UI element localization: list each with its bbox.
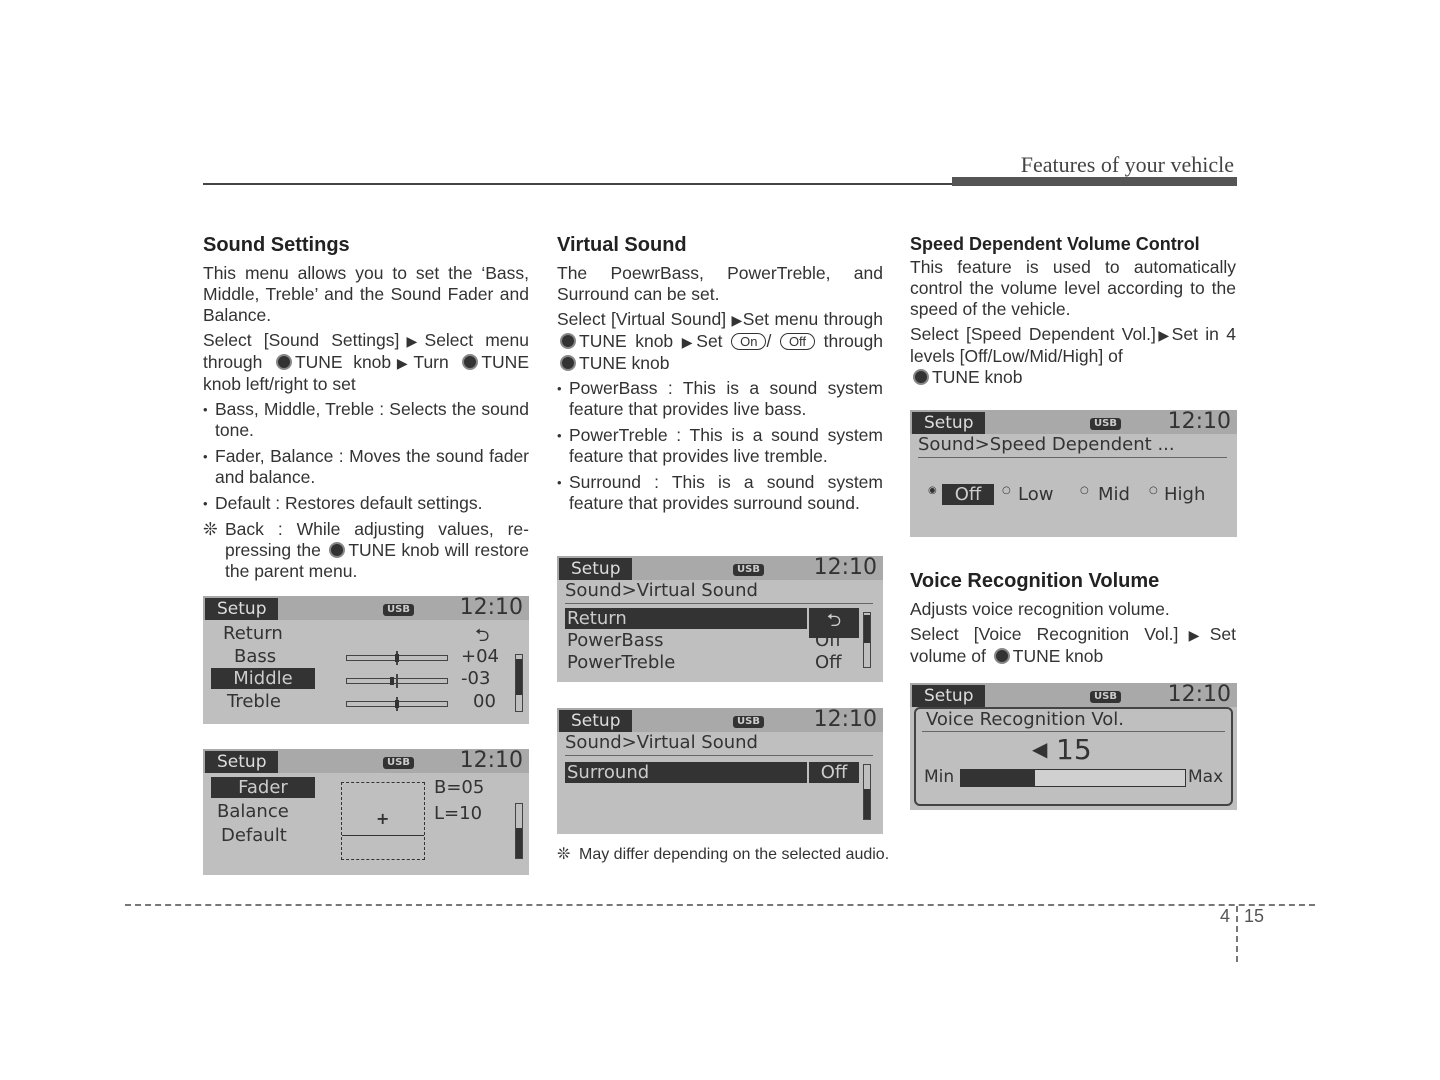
virtual-sound-title: Virtual Sound — [557, 234, 687, 256]
scrollbar — [863, 764, 871, 820]
radio-icon: ○ — [1002, 485, 1011, 496]
instruction-text: Select [Sound Settings] — [203, 330, 400, 350]
setup-label: Setup — [559, 558, 632, 580]
instruction-text: TUNE knob — [579, 353, 670, 373]
grid-line — [342, 835, 424, 836]
menu-item-surround: Surround — [565, 762, 807, 783]
usb-badge: USB — [733, 716, 764, 728]
clock: 12:10 — [1167, 683, 1231, 707]
instruction-text: Select [Virtual Sound] — [557, 309, 727, 329]
min-label: Min — [924, 767, 955, 787]
usb-badge: USB — [1090, 691, 1121, 703]
sound-settings-section — [203, 234, 529, 582]
clock: 12:10 — [813, 556, 877, 580]
page-number-divider — [1236, 906, 1238, 962]
on-button-icon: On — [731, 333, 766, 350]
return-icon: ⮌ — [809, 608, 859, 638]
clock: 12:10 — [1167, 410, 1231, 434]
screen-virtual-sound-1 — [557, 556, 883, 682]
menu-item-powerbass: PowerBass — [567, 630, 664, 651]
sound-settings-bullets — [203, 399, 529, 514]
scrollbar — [863, 612, 871, 668]
breadcrumb: Sound>Virtual Sound — [565, 732, 758, 753]
tune-knob-icon — [560, 355, 576, 371]
arrow-right-icon: ▶ — [1178, 627, 1210, 643]
bass-value: +04 — [461, 646, 499, 667]
tune-knob-icon — [276, 354, 292, 370]
virtual-sound-section — [557, 234, 883, 519]
list-item: • Surround : This is a sound system feature that provides surround sound. — [557, 472, 883, 514]
instruction-text: Select [Voice Recognition Vol.] — [910, 624, 1179, 644]
note-mark: ❊ — [557, 846, 571, 863]
footer-rule — [125, 904, 1315, 906]
balance-value: L=10 — [434, 803, 483, 824]
arrow-right-icon: ▶ — [731, 312, 743, 328]
setup-label: Setup — [912, 412, 985, 434]
setup-label: Setup — [205, 598, 278, 620]
usb-badge: USB — [733, 564, 764, 576]
menu-item-balance: Balance — [217, 801, 289, 822]
radio-icon: ○ — [1080, 485, 1089, 496]
treble-value: 00 — [473, 691, 496, 712]
voice-recognition-section — [910, 570, 1236, 671]
usb-badge: USB — [383, 604, 414, 616]
screen-voice-recognition — [910, 683, 1237, 810]
screen-fader — [203, 749, 529, 875]
speed-dependent-section — [910, 234, 1236, 392]
virtual-sound-bullets — [557, 378, 883, 514]
voice-recognition-intro: Adjusts voice recognition volume. — [910, 599, 1170, 619]
virtual-sound-note — [557, 845, 905, 865]
tune-knob-icon — [462, 354, 478, 370]
powertreble-value: Off — [815, 652, 842, 673]
page-number: 15 — [1244, 906, 1265, 926]
note-text: TUNE knob will restore the parent menu. — [225, 540, 529, 581]
volume-bar — [960, 769, 1186, 787]
speed-dependent-title: Speed Dependent Volume Control — [910, 234, 1200, 254]
sound-settings-title: Sound Settings — [203, 234, 350, 256]
breadcrumb-divider — [565, 603, 873, 604]
instruction-text: TUNE knob — [1012, 646, 1104, 666]
menu-item-middle: Middle — [211, 668, 315, 689]
list-item: • Default : Restores default settings. — [203, 493, 529, 514]
menu-item-return: Return — [223, 623, 283, 644]
back-note — [203, 519, 529, 582]
instruction-text: Set menu through — [742, 309, 883, 329]
screen-virtual-sound-2 — [557, 708, 883, 834]
arrow-right-icon: ▶ — [391, 355, 414, 371]
clock: 12:10 — [459, 596, 523, 620]
breadcrumb-divider — [918, 457, 1227, 458]
volume-bar-fill — [961, 770, 1035, 786]
option-low: Low — [1018, 484, 1054, 505]
menu-item-powertreble: PowerTreble — [567, 652, 676, 673]
voice-recognition-title: Voice Recognition Volume — [910, 570, 1160, 592]
virtual-sound-intro: The PoewrBass, PowerTreble, and Surround can be set. — [557, 263, 883, 304]
menu-item-default: Default — [221, 825, 287, 846]
menu-item-return: Return — [565, 608, 807, 629]
volume-popup — [914, 707, 1233, 806]
volume-value: 15 — [1056, 733, 1092, 766]
screen-speed-dependent — [910, 410, 1237, 537]
menu-item-treble: Treble — [227, 691, 281, 712]
breadcrumb: Sound>Virtual Sound — [565, 580, 758, 601]
option-mid: Mid — [1098, 484, 1130, 505]
list-item: • Bass, Middle, Treble : Selects the sound tone. — [203, 399, 529, 441]
instruction-text: Select menu through — [203, 330, 529, 372]
list-item: • PowerTreble : This is a sound system feature that provides live tremble. — [557, 425, 883, 467]
instruction-text: TUNE knob — [294, 352, 392, 372]
list-item: • Fader, Balance : Moves the sound fader and balance. — [203, 446, 529, 488]
instruction-text: Select [Speed Dependent Vol.] — [910, 324, 1156, 344]
popup-divider — [922, 731, 1225, 732]
sound-settings-instructions — [203, 330, 529, 395]
clock: 12:10 — [459, 749, 523, 773]
chapter-number: 4 — [1220, 906, 1231, 926]
surround-value: Off — [809, 762, 859, 783]
instruction-text: TUNE knob — [579, 331, 674, 351]
voice-recognition-instructions — [910, 624, 1236, 667]
usb-badge: USB — [383, 757, 414, 769]
header-bar — [952, 177, 1237, 186]
clock: 12:10 — [813, 708, 877, 732]
instruction-text: Turn — [413, 352, 449, 372]
middle-value: -03 — [461, 668, 491, 689]
breadcrumb-divider — [565, 755, 873, 756]
note-text: May differ depending on the selected audio. — [579, 846, 890, 863]
tune-knob-icon — [560, 333, 576, 349]
scrollbar — [515, 803, 523, 859]
radio-icon: ○ — [1149, 485, 1158, 496]
speed-dependent-instructions — [910, 324, 1236, 388]
instruction-text: TUNE knob — [932, 367, 1023, 387]
tune-knob-icon — [329, 542, 345, 558]
speaker-icon: ◀ — [1032, 737, 1048, 761]
radio-selected-icon: ◉ — [928, 485, 937, 496]
screen-eq — [203, 596, 529, 724]
return-icon: ⮌ — [475, 625, 490, 646]
arrow-right-icon: ▶ — [681, 334, 697, 350]
note-mark: ❊ — [203, 519, 218, 539]
menu-item-fader: Fader — [211, 777, 315, 798]
powerbass-value: Off — [815, 630, 842, 651]
arrow-right-icon: ▶ — [399, 333, 425, 349]
fader-value: B=05 — [434, 777, 485, 798]
off-button-icon: Off — [780, 333, 815, 350]
instruction-text: through — [823, 331, 883, 351]
instruction-text: TUNE knob left/right to set — [203, 352, 529, 394]
instruction-text: Set — [696, 331, 723, 351]
option-high: High — [1164, 484, 1206, 505]
fader-balance-grid — [341, 782, 425, 860]
tune-knob-icon — [913, 369, 929, 385]
note-text: Back : While adjusting values, re-pressing the — [225, 519, 529, 560]
menu-item-bass: Bass — [234, 646, 277, 667]
breadcrumb: Sound>Speed Dependent ... — [918, 434, 1175, 455]
instruction-text: Set in 4 levels [Off/Low/Mid/High] of — [910, 324, 1236, 366]
usb-badge: USB — [1090, 418, 1121, 430]
instruction-text: Set volume of — [910, 624, 1236, 666]
popup-title: Voice Recognition Vol. — [926, 709, 1124, 730]
setup-label: Setup — [205, 751, 278, 773]
sound-settings-intro: This menu allows you to set the ‘Bass, Middle, Treble’ and the Sound Fader and Balance. — [203, 263, 529, 325]
scrollbar — [515, 654, 523, 712]
list-item: • PowerBass : This is a sound system feature that provides live bass. — [557, 378, 883, 420]
middle-slider — [346, 678, 448, 684]
running-header: Features of your vehicle — [1020, 152, 1234, 177]
treble-slider — [346, 701, 448, 707]
virtual-sound-instructions: Select [Virtual Sound] ▶Set menu through TUNE knob ▶Set On / Off through TUNE knob — [557, 309, 883, 373]
arrow-right-icon: ▶ — [1155, 327, 1172, 343]
option-off: Off — [942, 484, 994, 505]
bass-slider — [346, 655, 448, 661]
speed-dependent-intro: This feature is used to automatically control the volume level according to the speed of the vehicle. — [910, 257, 1236, 319]
max-label: Max — [1188, 767, 1224, 787]
setup-label: Setup — [912, 685, 985, 707]
tune-knob-icon — [994, 648, 1010, 664]
setup-label: Setup — [559, 710, 632, 732]
position-marker: + — [376, 809, 390, 828]
